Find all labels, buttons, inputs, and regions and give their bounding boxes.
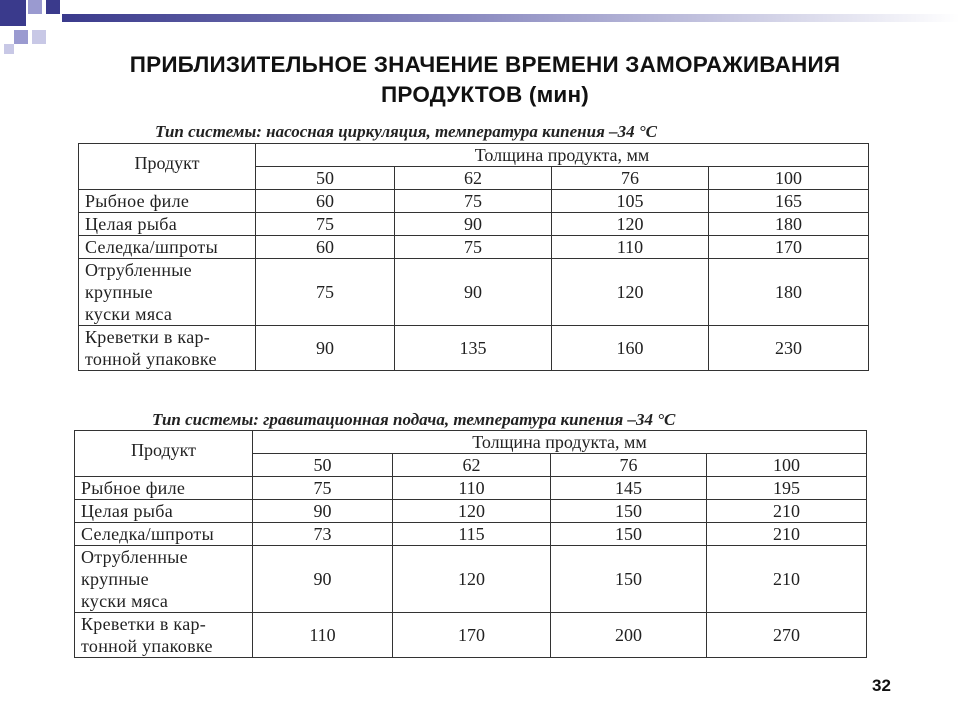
header-row xyxy=(75,431,867,454)
time-value: 145 xyxy=(551,477,707,500)
decor-square xyxy=(14,30,28,44)
system-caption-1: Тип системы: насосная циркуляция, температура кипения –34 °С xyxy=(155,122,657,141)
time-value: 75 xyxy=(256,213,395,236)
time-value: 90 xyxy=(395,213,552,236)
product-name: Целая рыба xyxy=(75,500,253,523)
time-value: 75 xyxy=(256,259,395,326)
time-value: 165 xyxy=(709,190,869,213)
table-row xyxy=(75,523,867,546)
table-row xyxy=(75,477,867,500)
system-caption-2: Тип системы: гравитационная подача, температура кипения –34 °С xyxy=(152,410,676,429)
time-value: 150 xyxy=(551,546,707,613)
table-row xyxy=(79,190,869,213)
time-value: 200 xyxy=(551,613,707,658)
time-value: 160 xyxy=(552,326,709,371)
time-value: 90 xyxy=(253,546,393,613)
time-value: 120 xyxy=(393,546,551,613)
page-number: 32 xyxy=(872,676,891,695)
table-row xyxy=(75,613,867,658)
thickness-value: 100 xyxy=(709,167,869,190)
time-value: 75 xyxy=(395,190,552,213)
thickness-value: 50 xyxy=(253,454,393,477)
time-value: 150 xyxy=(551,500,707,523)
thickness-value: 62 xyxy=(393,454,551,477)
table-row xyxy=(79,213,869,236)
time-value: 120 xyxy=(552,259,709,326)
decor-square xyxy=(32,30,46,44)
table-row xyxy=(75,500,867,523)
product-name: Отрубленные крупные куски мяса xyxy=(75,546,253,613)
decor-square xyxy=(28,0,42,14)
thickness-value: 50 xyxy=(256,167,395,190)
time-value: 110 xyxy=(253,613,393,658)
time-value: 135 xyxy=(395,326,552,371)
product-name: Рыбное филе xyxy=(75,477,253,500)
time-value: 170 xyxy=(709,236,869,259)
time-value: 110 xyxy=(552,236,709,259)
header-thickness: Толщина продукта, мм xyxy=(256,144,869,167)
time-value: 60 xyxy=(256,236,395,259)
time-value: 105 xyxy=(552,190,709,213)
table-row xyxy=(79,326,869,371)
decor-square xyxy=(46,0,60,14)
header-product: Продукт xyxy=(79,144,256,190)
time-value: 90 xyxy=(256,326,395,371)
product-name: Селедка/шпроты xyxy=(79,236,256,259)
freezing-table-1 xyxy=(78,143,869,371)
time-value: 110 xyxy=(393,477,551,500)
product-name: Селедка/шпроты xyxy=(75,523,253,546)
time-value: 210 xyxy=(707,523,867,546)
time-value: 270 xyxy=(707,613,867,658)
time-value: 60 xyxy=(256,190,395,213)
table-row xyxy=(79,259,869,326)
product-name: Креветки в кар- тонной упаковке xyxy=(79,326,256,371)
time-value: 180 xyxy=(709,259,869,326)
table-row xyxy=(79,236,869,259)
time-value: 170 xyxy=(393,613,551,658)
title-line-2: ПРОДУКТОВ (мин) xyxy=(381,82,589,107)
time-value: 230 xyxy=(709,326,869,371)
product-name: Отрубленные крупные куски мяса xyxy=(79,259,256,326)
time-value: 73 xyxy=(253,523,393,546)
time-value: 75 xyxy=(395,236,552,259)
time-value: 120 xyxy=(393,500,551,523)
time-value: 90 xyxy=(395,259,552,326)
table-row xyxy=(75,546,867,613)
time-value: 120 xyxy=(552,213,709,236)
thickness-value: 76 xyxy=(551,454,707,477)
thickness-value: 100 xyxy=(707,454,867,477)
title-line-1: ПРИБЛИЗИТЕЛЬНОЕ ЗНАЧЕНИЕ ВРЕМЕНИ ЗАМОРАЖИВАНИЯ xyxy=(129,52,841,77)
decor-square xyxy=(0,0,26,26)
thickness-value: 62 xyxy=(395,167,552,190)
time-value: 195 xyxy=(707,477,867,500)
product-name: Рыбное филе xyxy=(79,190,256,213)
header-product: Продукт xyxy=(75,431,253,477)
time-value: 115 xyxy=(393,523,551,546)
product-name: Целая рыба xyxy=(79,213,256,236)
page-title xyxy=(0,50,960,110)
time-value: 75 xyxy=(253,477,393,500)
header-thickness: Толщина продукта, мм xyxy=(253,431,867,454)
product-name: Креветки в кар- тонной упаковке xyxy=(75,613,253,658)
time-value: 180 xyxy=(709,213,869,236)
header-row xyxy=(79,144,869,167)
thickness-value: 76 xyxy=(552,167,709,190)
time-value: 150 xyxy=(551,523,707,546)
time-value: 210 xyxy=(707,546,867,613)
header-bar xyxy=(62,14,960,22)
time-value: 90 xyxy=(253,500,393,523)
time-value: 210 xyxy=(707,500,867,523)
freezing-table-2 xyxy=(74,430,867,658)
